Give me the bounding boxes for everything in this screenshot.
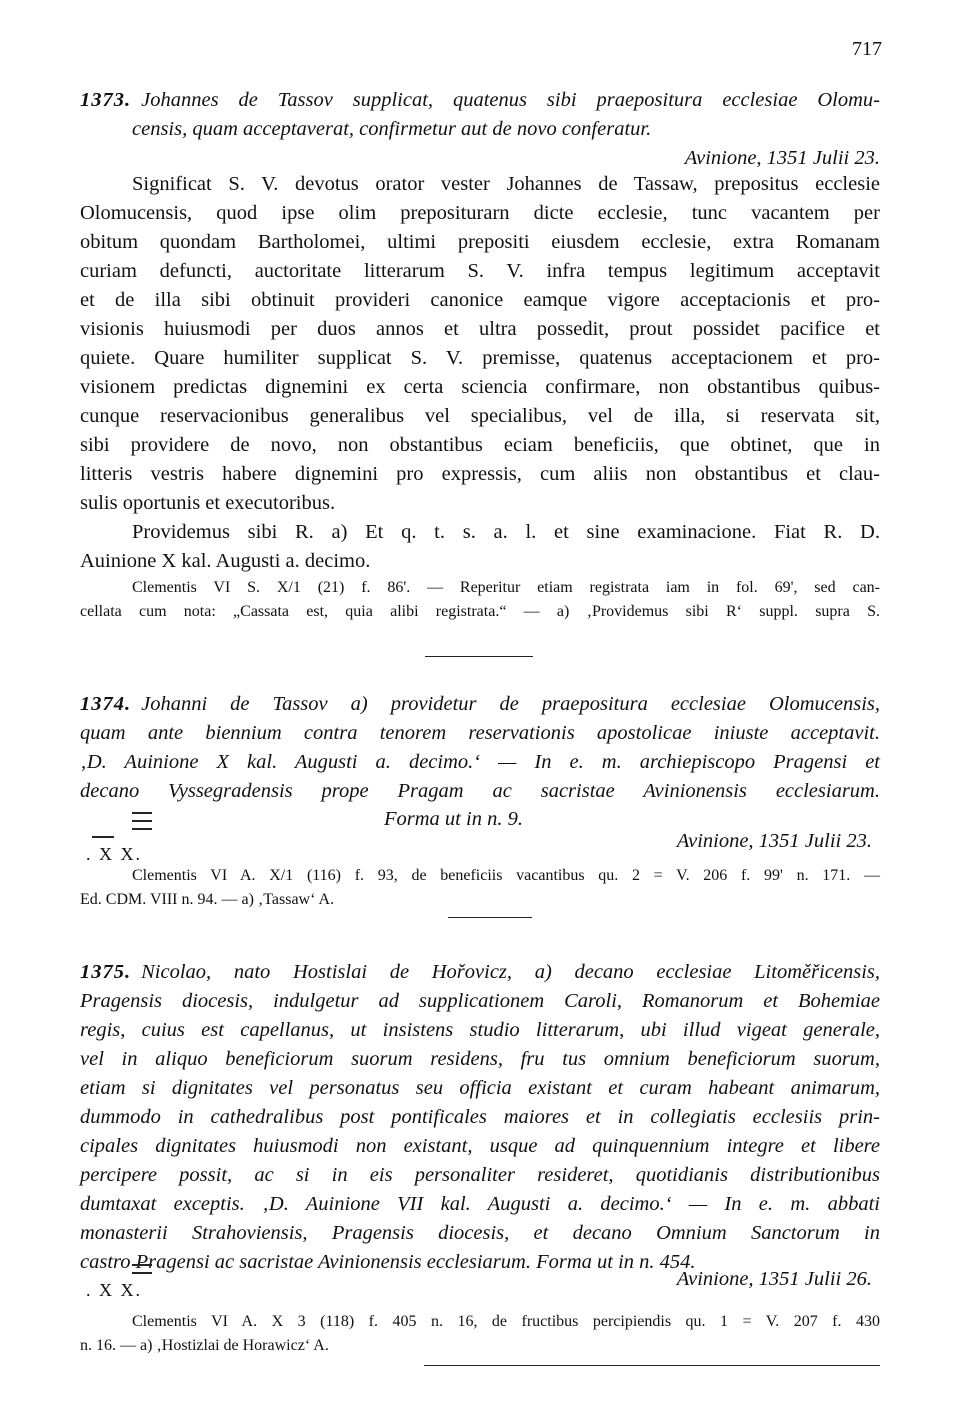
body-line: curiam defuncti, auctoritate litterarum S. V. infra tempus legitimum acceptavit bbox=[80, 260, 880, 282]
entry-number: 1375. bbox=[80, 961, 132, 983]
note-line: Clementis VI A. X/1 (116) f. 93, de beneficiis vacantibus qu. 2 = V. 206 f. 99' n. 171. — bbox=[132, 867, 880, 884]
entry-1373-summary bbox=[80, 86, 880, 173]
body-line: litteris vestris habere dignemini pro expressis, cum aliis non obstantibus et clau- bbox=[80, 463, 880, 485]
body-line: Olomucensis, quod ipse olim prepositurarn dicte ecclesie, tunc vacantem per bbox=[80, 202, 880, 224]
entry-1373-notes bbox=[80, 576, 880, 624]
tax-bar bbox=[132, 820, 152, 822]
separator-rule bbox=[425, 656, 533, 657]
summary-line: Nicolao, nato Hostislai de Hořovicz, a) decano ecclesiae Litoměřicensis, bbox=[141, 961, 880, 983]
place-date: Avinione, 1351 Julii 23. bbox=[684, 147, 880, 169]
entry-number: 1373. bbox=[80, 89, 132, 111]
separator-rule bbox=[424, 1365, 880, 1366]
note-line: Ed. CDM. VIII n. 94. — a) ‚Tassaw‘ A. bbox=[80, 891, 335, 908]
body-line: visionem predictas dignemini ex certa sciencia confirmare, non obstantibus quibus- bbox=[80, 376, 880, 398]
summary-line: regis, cuius est capellanus, ut insistens studio litterarum, ubi illud vigeat generale, bbox=[80, 1019, 880, 1041]
tax-mark: . X X. bbox=[86, 1280, 142, 1300]
body-line: obitum quondam Bartholomei, ultimi prepositi eiusdem ecclesie, extra Romanam bbox=[80, 231, 880, 253]
summary-line: percipere possit, ac si in eis personaliter resideret, quotidianis distributionibus bbox=[80, 1164, 880, 1186]
body-line: sulis oportunis et executoribus. bbox=[80, 492, 336, 514]
summary-line: quam ante biennium contra tenorem reservationis apostolicae iniuste acceptavit. bbox=[80, 722, 880, 744]
tax-bar bbox=[132, 812, 152, 814]
separator-rule bbox=[448, 917, 532, 918]
summary-line: castro Pragensi ac sacristae Avinionensis ecclesiarum. Forma ut in n. 454. bbox=[80, 1251, 696, 1273]
entry-1375-notes bbox=[80, 1310, 880, 1358]
note-line: cellata cum nota: „Cassata est, quia alibi registrata.“ — a) ‚Providemus sibi R‘ suppl. supra S. bbox=[80, 603, 880, 620]
summary-line: monasterii Strahoviensis, Pragensis diocesis, et decano Omnium Sanctorum in bbox=[80, 1222, 880, 1244]
entry-1373-body bbox=[80, 170, 880, 576]
tax-bar bbox=[132, 1272, 152, 1274]
signature-line: Providemus sibi R. a) Et q. t. s. a. l. et sine examinacione. Fiat R. D. bbox=[132, 521, 880, 543]
note-line: Clementis VI S. X/1 (21) f. 86'. — Reperitur etiam registrata iam in fol. 69', sed can- bbox=[132, 579, 880, 596]
tax-mark: . X X. bbox=[86, 844, 142, 864]
note-line: Clementis VI A. X 3 (118) f. 405 n. 16, de fructibus percipiendis qu. 1 = V. 207 f. 430 bbox=[132, 1313, 880, 1330]
page-number: 717 bbox=[852, 38, 882, 60]
summary-line: Pragensis diocesis, indulgetur ad supplicationem Caroli, Romanorum et Bohemiae bbox=[80, 990, 880, 1012]
summary-line: dummodo in cathedralibus post pontificales maiores et in collegiatis ecclesiis prin- bbox=[80, 1106, 880, 1128]
place-date: Avinione, 1351 Julii 23. bbox=[676, 830, 872, 852]
summary-line: Johannes de Tassov supplicat, quatenus sibi praepositura ecclesiae Olomu- bbox=[141, 89, 880, 111]
tax-bar bbox=[132, 1264, 152, 1266]
forma-reference: Forma ut in n. 9. bbox=[384, 808, 523, 830]
note-line: n. 16. — a) ‚Hostizlai de Horawicz‘ A. bbox=[80, 1337, 329, 1354]
summary-line: decano Vyssegradensis prope Pragam ac sacristae Avinionensis ecclesiarum. bbox=[80, 780, 880, 802]
body-line: et de illa sibi obtinuit provideri canonice eamque vigore acceptacionis et pro- bbox=[80, 289, 880, 311]
body-line: quiete. Quare humiliter supplicat S. V. premisse, quatenus acceptacionem et pro- bbox=[80, 347, 880, 369]
place-date: Avinione, 1351 Julii 26. bbox=[676, 1268, 872, 1290]
summary-line: dumtaxat exceptis. ‚D. Auinione VII kal. Augusti a. decimo.‘ — In e. m. abbati bbox=[80, 1193, 880, 1215]
summary-line: etiam si dignitates vel personatus seu officia existant et curam habeant animarum, bbox=[80, 1077, 880, 1099]
tax-bar bbox=[132, 828, 152, 830]
body-line: cunque reservacionibus generalibus vel specialibus, vel de illa, si reservata sit, bbox=[80, 405, 880, 427]
entry-1374-notes bbox=[80, 864, 880, 912]
body-line: sibi providere de novo, non obstantibus eciam beneficiis, que obtinet, que in bbox=[80, 434, 880, 456]
summary-line: Johanni de Tassov a) providetur de praepositura ecclesiae Olomucensis, bbox=[141, 693, 880, 715]
tax-bar bbox=[92, 836, 114, 838]
signature-line: Auinione X kal. Augusti a. decimo. bbox=[80, 550, 371, 572]
body-line: visionis huiusmodi per duos annos et ultra possedit, prout possidet pacifice et bbox=[80, 318, 880, 340]
entry-1374-summary bbox=[80, 690, 880, 806]
summary-line: censis, quam acceptaverat, confirmetur aut de novo conferatur. bbox=[132, 118, 652, 140]
body-line: Significat S. V. devotus orator vester Johannes de Tassaw, prepositus ecclesie bbox=[132, 173, 880, 195]
summary-line: ‚D. Auinione X kal. Augusti a. decimo.‘ — In e. m. archiepiscopo Pragensi et bbox=[80, 751, 880, 773]
entry-1375-summary bbox=[80, 958, 880, 1277]
summary-line: vel in aliquo beneficiorum suorum residens, fru tus omnium beneficiorum suorum, bbox=[80, 1048, 880, 1070]
entry-number: 1374. bbox=[80, 693, 132, 715]
summary-line: cipales dignitates huiusmodi non existant, usque ad quinquennium integre et libere bbox=[80, 1135, 880, 1157]
